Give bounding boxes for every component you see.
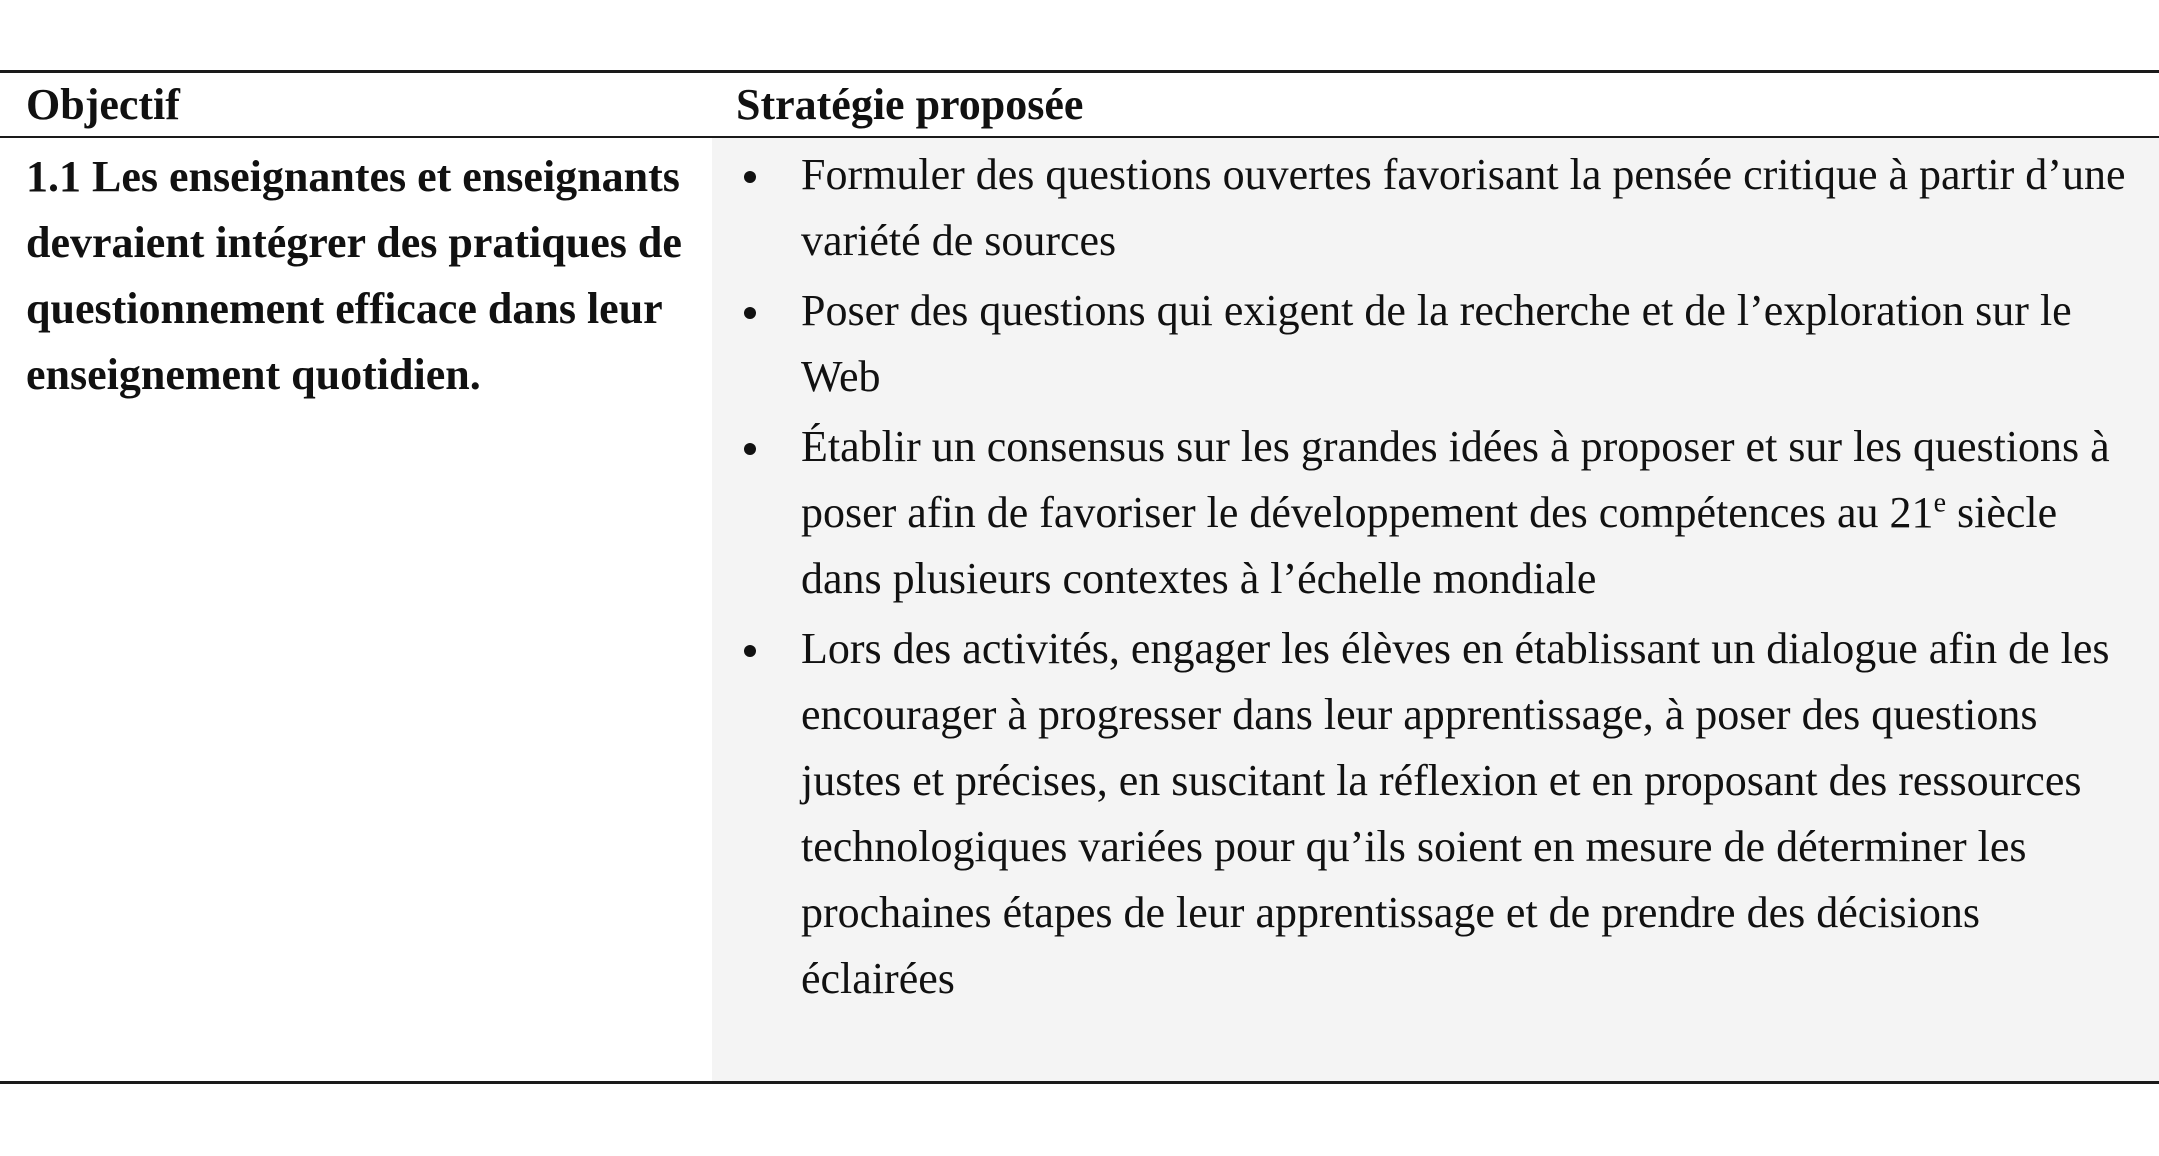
strategy-text: Formuler des questions ouvertes favorisant la pensée critique à partir d’une variété de sources: [801, 150, 2126, 265]
objective-text: 1.1 Les enseignantes et enseignants devraient intégrer des pratiques de questionnement efficace dans leur enseignement quotidien.: [26, 152, 682, 399]
strategy-list: [712, 142, 2159, 1016]
objective-cell: [0, 138, 712, 1081]
strategy-text-before: Établir un consensus sur les grandes idées à proposer et sur les questions à poser afin de favoriser le développement des compétences au 21: [801, 422, 2110, 537]
strategy-item: [712, 142, 2159, 274]
header-strategy: Stratégie proposée: [736, 80, 1084, 129]
strategy-text-after: siècle dans plusieurs contextes à l’échelle mondiale: [801, 488, 2058, 603]
header-objective: Objectif: [26, 80, 180, 129]
strategy-cell: [712, 138, 2159, 1081]
bullet-icon: [744, 443, 756, 455]
bullet-icon: [744, 307, 756, 319]
superscript-e: e: [1933, 487, 1946, 519]
strategy-text: Poser des questions qui exigent de la recherche et de l’exploration sur le Web: [801, 286, 2072, 401]
strategy-item: [712, 616, 2159, 1012]
bullet-icon: [744, 171, 756, 183]
table-bottom-rule: [0, 1081, 2159, 1084]
strategy-item: [712, 414, 2159, 612]
strategy-item: [712, 278, 2159, 410]
bullet-icon: [744, 645, 756, 657]
strategy-text: Lors des activités, engager les élèves en établissant un dialogue afin de les encourager à progresser dans leur apprentissage, à poser des questions justes et précises, en suscitant la réflexion et en proposant des ressources technologiques variées pour qu’ils soient en mesure de déterminer les prochaines étapes de leur apprentissage et de prendre des décisions éclairées: [801, 624, 2110, 1003]
